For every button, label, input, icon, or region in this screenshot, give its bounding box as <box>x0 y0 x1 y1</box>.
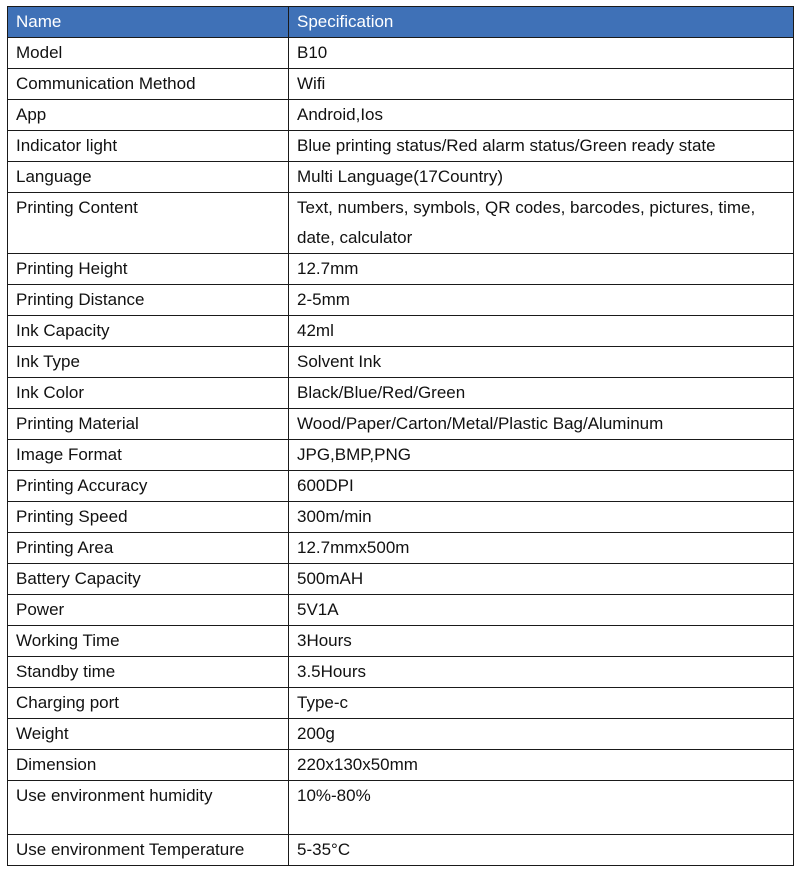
spec-value-cell: Text, numbers, symbols, QR codes, barcodes, pictures, time, date, calculator <box>289 193 794 254</box>
spec-table <box>7 6 794 866</box>
spec-value-cell: 3Hours <box>289 626 794 657</box>
table-row <box>8 502 794 533</box>
spec-value-cell: 12.7mm <box>289 254 794 285</box>
table-row <box>8 440 794 471</box>
table-row <box>8 781 794 835</box>
spec-value-cell: Wood/Paper/Carton/Metal/Plastic Bag/Aluminum <box>289 409 794 440</box>
spec-name-cell: Printing Content <box>8 193 289 254</box>
spec-value-cell: Multi Language(17Country) <box>289 162 794 193</box>
table-row <box>8 347 794 378</box>
spec-value-cell: 600DPI <box>289 471 794 502</box>
spec-value-cell: 5-35°C <box>289 835 794 866</box>
table-row <box>8 131 794 162</box>
spec-name-cell: Working Time <box>8 626 289 657</box>
table-row <box>8 564 794 595</box>
spec-name-cell: Printing Material <box>8 409 289 440</box>
table-row <box>8 595 794 626</box>
table-row <box>8 162 794 193</box>
table-row <box>8 254 794 285</box>
table-header-row <box>8 7 794 38</box>
table-row <box>8 626 794 657</box>
table-row <box>8 316 794 347</box>
spec-name-cell: Power <box>8 595 289 626</box>
spec-value-cell: 42ml <box>289 316 794 347</box>
spec-value-cell: Wifi <box>289 69 794 100</box>
spec-value-cell: Android,Ios <box>289 100 794 131</box>
table-row <box>8 471 794 502</box>
spec-value-cell: Black/Blue/Red/Green <box>289 378 794 409</box>
spec-value-cell: B10 <box>289 38 794 69</box>
table-row <box>8 688 794 719</box>
table-body <box>8 38 794 866</box>
spec-name-cell: Ink Color <box>8 378 289 409</box>
spec-value-cell: 12.7mmx500m <box>289 533 794 564</box>
spec-name-cell: Printing Speed <box>8 502 289 533</box>
spec-name-cell: Indicator light <box>8 131 289 162</box>
table-row <box>8 719 794 750</box>
table-row <box>8 285 794 316</box>
spec-name-cell: Image Format <box>8 440 289 471</box>
spec-name-cell: Dimension <box>8 750 289 781</box>
spec-name-cell: Charging port <box>8 688 289 719</box>
spec-value-cell: Blue printing status/Red alarm status/Green ready state <box>289 131 794 162</box>
spec-name-cell: Model <box>8 38 289 69</box>
spec-value-cell: Solvent Ink <box>289 347 794 378</box>
table-row <box>8 533 794 564</box>
header-name: Name <box>8 7 289 38</box>
spec-name-cell: Battery Capacity <box>8 564 289 595</box>
table-row <box>8 750 794 781</box>
spec-name-cell: Communication Method <box>8 69 289 100</box>
spec-value-cell: 300m/min <box>289 502 794 533</box>
spec-name-cell: Use environment humidity <box>8 781 289 835</box>
table-row <box>8 38 794 69</box>
spec-value-cell: 2-5mm <box>289 285 794 316</box>
spec-name-cell: Language <box>8 162 289 193</box>
spec-name-cell: Ink Type <box>8 347 289 378</box>
header-specification: Specification <box>289 7 794 38</box>
spec-name-cell: Printing Height <box>8 254 289 285</box>
spec-value-cell: 3.5Hours <box>289 657 794 688</box>
spec-name-cell: Ink Capacity <box>8 316 289 347</box>
spec-value-cell: 220x130x50mm <box>289 750 794 781</box>
spec-value-cell: 10%-80% <box>289 781 794 835</box>
spec-name-cell: Printing Area <box>8 533 289 564</box>
table-row <box>8 378 794 409</box>
spec-value-cell: 500mAH <box>289 564 794 595</box>
spec-value-cell: 5V1A <box>289 595 794 626</box>
spec-name-cell: Printing Distance <box>8 285 289 316</box>
spec-name-cell: Standby time <box>8 657 289 688</box>
spec-name-cell: App <box>8 100 289 131</box>
table-row <box>8 193 794 254</box>
table-row <box>8 69 794 100</box>
spec-value-cell: 200g <box>289 719 794 750</box>
spec-name-cell: Use environment Temperature <box>8 835 289 866</box>
table-row <box>8 657 794 688</box>
table-row <box>8 835 794 866</box>
table-row <box>8 409 794 440</box>
spec-value-cell: Type-c <box>289 688 794 719</box>
spec-value-cell: JPG,BMP,PNG <box>289 440 794 471</box>
spec-name-cell: Printing Accuracy <box>8 471 289 502</box>
table-row <box>8 100 794 131</box>
spec-name-cell: Weight <box>8 719 289 750</box>
